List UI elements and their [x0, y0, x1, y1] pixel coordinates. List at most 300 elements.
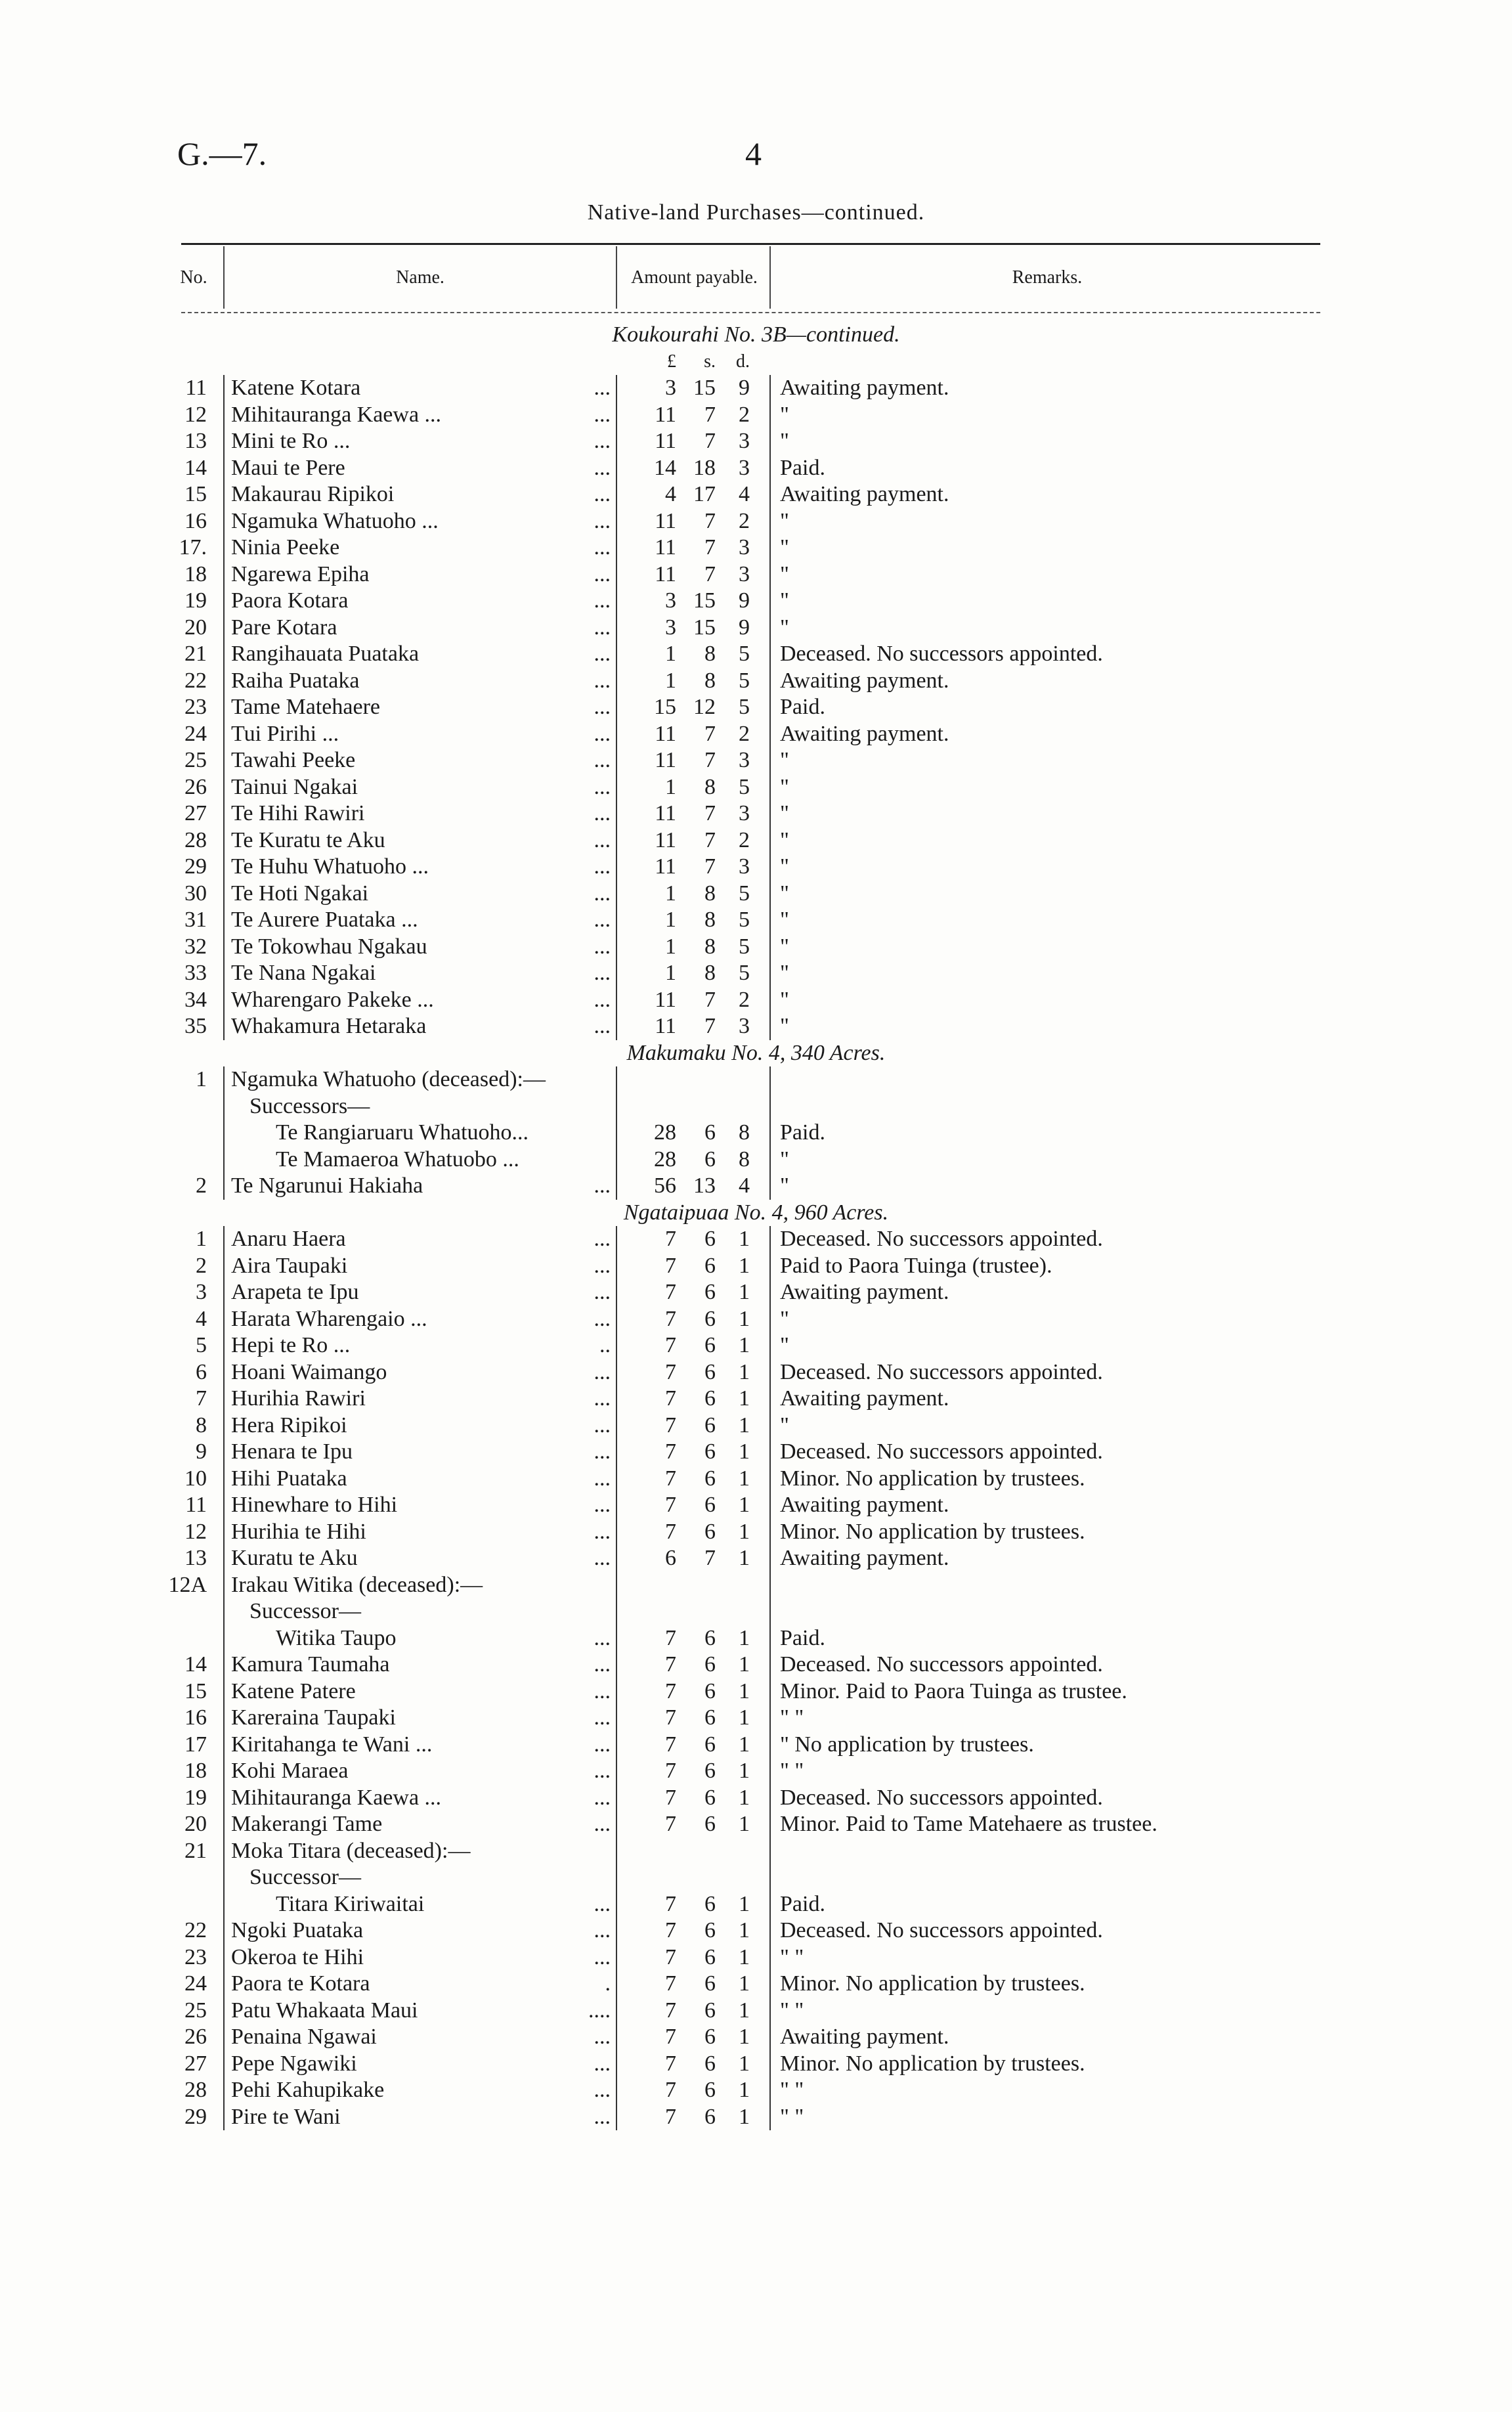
- leader-dots: ...: [594, 908, 611, 932]
- amount-pence: 5: [739, 668, 750, 693]
- amount-pence: 3: [739, 561, 750, 586]
- owner-name: Anaru Haera: [231, 1227, 346, 1251]
- amount-shillings: 7: [704, 508, 716, 533]
- column-rule: [769, 1466, 771, 1493]
- remarks-text: Deceased. No successors appointed.: [780, 1918, 1103, 1942]
- column-rule: [223, 615, 225, 642]
- column-rule: [223, 1811, 225, 1838]
- amount-shillings: 6: [704, 1971, 716, 1996]
- leader-dots: ...: [594, 615, 611, 640]
- table-row: [0, 1173, 1512, 1200]
- leader-dots: ...: [594, 2051, 611, 2076]
- column-rule: [769, 2024, 771, 2051]
- currency-units-row: [0, 349, 1512, 376]
- amount-pence: 5: [739, 961, 750, 985]
- column-rule: [223, 561, 225, 588]
- amount-pence: 5: [739, 774, 750, 799]
- table-row: [0, 455, 1512, 482]
- owner-name: Arapeta te Ipu: [231, 1280, 359, 1304]
- amount-pounds: 1: [665, 774, 676, 799]
- amount-pounds: 7: [665, 2104, 676, 2129]
- remarks-text: ": [780, 854, 789, 879]
- table-row: [0, 1492, 1512, 1519]
- column-rule: [769, 827, 771, 854]
- table-row: [0, 1279, 1512, 1306]
- leader-dots: ...: [594, 1705, 611, 1730]
- table-row: [0, 1678, 1512, 1705]
- amount-shillings: 7: [704, 827, 716, 852]
- remarks-text: ": [780, 535, 789, 559]
- row-number: 7: [196, 1386, 207, 1411]
- section-heading-row: [0, 1200, 1512, 1227]
- leader-dots: ...: [594, 1732, 611, 1757]
- column-rule: [769, 747, 771, 774]
- owner-name: Pepe Ngawiki: [231, 2051, 357, 2076]
- column-rule: [769, 1838, 771, 1865]
- column-header-name: Name.: [396, 267, 444, 288]
- amount-pence: 1: [739, 2104, 750, 2129]
- amount-shillings: 7: [704, 987, 716, 1012]
- owner-name: Kamura Taumaha: [231, 1652, 390, 1677]
- leader-dots: ...: [594, 1439, 611, 1464]
- unit-pence: d.: [736, 351, 750, 372]
- amount-pence: 4: [739, 1173, 750, 1198]
- column-rule: [223, 1918, 225, 1944]
- remarks-text: ": [780, 961, 789, 985]
- owner-name: Te Aurere Puataka ...: [231, 908, 418, 932]
- column-rule: [616, 1279, 617, 1306]
- amount-shillings: 8: [704, 668, 716, 693]
- table-row: [0, 1439, 1512, 1466]
- remarks-text: Paid to Paora Tuinga (trustee).: [780, 1253, 1052, 1278]
- column-rule: [223, 774, 225, 801]
- column-rule: [616, 428, 617, 455]
- column-rule: [769, 1732, 771, 1759]
- owner-name: Wharengaro Pakeke ...: [231, 987, 434, 1012]
- column-rule: [769, 1705, 771, 1732]
- table-row: [0, 1545, 1512, 1572]
- owner-name: Moka Titara (deceased):—: [231, 1838, 471, 1863]
- column-rule: [769, 694, 771, 721]
- table-row: [0, 747, 1512, 774]
- column-rule: [616, 747, 617, 774]
- column-rule: [616, 1838, 617, 1865]
- amount-shillings: 6: [704, 1918, 716, 1942]
- header-divider: [769, 246, 771, 309]
- leader-dots: ...: [594, 2104, 611, 2129]
- column-rule: [616, 1732, 617, 1759]
- column-rule: [223, 1013, 225, 1040]
- column-rule: [223, 1173, 225, 1200]
- column-rule: [769, 2051, 771, 2078]
- amount-pence: 5: [739, 695, 750, 719]
- owner-name: Te Rangiaruaru Whatuoho...: [276, 1120, 529, 1145]
- column-rule: [769, 1093, 771, 1120]
- remarks-text: ": [780, 508, 789, 533]
- remarks-text: ": [780, 1333, 789, 1357]
- column-header-no: No.: [180, 267, 207, 288]
- leader-dots: ...: [594, 1891, 611, 1916]
- table-row: [0, 508, 1512, 535]
- row-number: 16: [184, 508, 207, 533]
- amount-pounds: 7: [665, 1678, 676, 1703]
- amount-pence: 1: [739, 1306, 750, 1331]
- column-rule: [223, 960, 225, 987]
- row-number: 19: [184, 1785, 207, 1810]
- table-row: [0, 1359, 1512, 1386]
- column-rule: [616, 1120, 617, 1147]
- column-rule: [223, 1864, 225, 1891]
- table-row: [0, 1732, 1512, 1759]
- column-rule: [616, 1093, 617, 1120]
- amount-pounds: 7: [665, 1998, 676, 2023]
- table-row: [0, 1598, 1512, 1625]
- remarks-text: Awaiting payment.: [780, 668, 949, 693]
- column-rule: [769, 2077, 771, 2104]
- amount-pounds: 7: [665, 1519, 676, 1544]
- owner-name: Pire te Wani: [231, 2104, 341, 2129]
- amount-shillings: 6: [704, 1147, 716, 1172]
- amount-shillings: 6: [704, 1466, 716, 1491]
- amount-pence: 1: [739, 1413, 750, 1437]
- row-number: 23: [184, 695, 207, 719]
- owner-name: Te Kuratu te Aku: [231, 827, 385, 852]
- amount-shillings: 15: [693, 615, 716, 640]
- amount-pounds: 7: [665, 1732, 676, 1757]
- owner-name: Titara Kiriwaitai: [276, 1891, 425, 1916]
- amount-pounds: 15: [654, 695, 676, 719]
- row-number: 29: [184, 854, 207, 879]
- column-rule: [223, 827, 225, 854]
- table-row: [0, 1864, 1512, 1891]
- amount-pounds: 7: [665, 1227, 676, 1251]
- remarks-text: " ": [780, 1705, 804, 1730]
- amount-pounds: 7: [665, 2025, 676, 2049]
- column-rule: [223, 1492, 225, 1519]
- remarks-text: Awaiting payment.: [780, 1493, 949, 1517]
- remarks-text: ": [780, 774, 789, 799]
- amount-pence: 1: [739, 1333, 750, 1357]
- owner-name: Tui Pirihi ...: [231, 721, 339, 746]
- amount-pounds: 11: [655, 801, 676, 825]
- owner-name: Kuratu te Aku: [231, 1546, 358, 1570]
- column-rule: [769, 375, 771, 402]
- column-rule: [223, 1732, 225, 1759]
- column-rule: [616, 1359, 617, 1386]
- row-number: 26: [184, 2025, 207, 2049]
- table-row: [0, 960, 1512, 987]
- table-row: [0, 854, 1512, 881]
- column-rule: [223, 1466, 225, 1493]
- column-rule: [769, 1678, 771, 1705]
- row-number: 26: [184, 774, 207, 799]
- column-rule: [616, 1253, 617, 1280]
- column-rule: [616, 1572, 617, 1599]
- remarks-text: Minor. No application by trustees.: [780, 1466, 1085, 1491]
- row-number: 34: [184, 987, 207, 1012]
- column-rule: [223, 854, 225, 881]
- owner-name: Te Hoti Ngakai: [231, 881, 369, 906]
- section-heading: Makumaku No. 4, 340 Acres.: [626, 1040, 886, 1065]
- row-number: 35: [184, 1014, 207, 1038]
- amount-pence: 1: [739, 1280, 750, 1304]
- amount-pence: 5: [739, 908, 750, 932]
- column-rule: [616, 1678, 617, 1705]
- column-rule: [769, 615, 771, 642]
- row-number: 22: [184, 668, 207, 693]
- row-number: 19: [184, 588, 207, 613]
- remarks-text: ": [780, 881, 789, 906]
- column-rule: [769, 1306, 771, 1333]
- column-rule: [769, 402, 771, 429]
- amount-pounds: 14: [654, 455, 676, 480]
- table-row: [0, 1013, 1512, 1040]
- column-rule: [616, 1652, 617, 1678]
- table-row: [0, 1891, 1512, 1918]
- section-heading: Koukourahi No. 3B—continued.: [612, 322, 900, 347]
- column-rule: [769, 641, 771, 668]
- amount-pence: 1: [739, 1732, 750, 1757]
- remarks-text: " ": [780, 1998, 804, 2023]
- amount-pence: 1: [739, 1625, 750, 1650]
- owner-name: Patu Whakaata Maui: [231, 1998, 418, 2023]
- row-number: 25: [184, 748, 207, 772]
- amount-pounds: 7: [665, 1333, 676, 1357]
- table-row: [0, 800, 1512, 827]
- remarks-text: Awaiting payment.: [780, 1280, 949, 1304]
- amount-pence: 1: [739, 1971, 750, 1996]
- owner-name: Aira Taupaki: [231, 1253, 348, 1278]
- amount-pounds: 7: [665, 1812, 676, 1836]
- column-rule: [616, 1891, 617, 1918]
- row-number: 15: [184, 482, 207, 506]
- section-heading-row: [0, 1040, 1512, 1067]
- column-rule: [223, 1998, 225, 2025]
- amount-pence: 1: [739, 1359, 750, 1384]
- column-rule: [223, 1705, 225, 1732]
- column-rule: [223, 1439, 225, 1466]
- column-rule: [769, 1598, 771, 1625]
- table-row: [0, 934, 1512, 961]
- table-row: [0, 1306, 1512, 1333]
- document-reference: G.—7.: [177, 135, 267, 172]
- column-rule: [769, 561, 771, 588]
- column-rule: [616, 535, 617, 561]
- table-row: [0, 1625, 1512, 1652]
- amount-shillings: 6: [704, 1759, 716, 1783]
- amount-pounds: 11: [655, 429, 676, 453]
- remarks-text: Awaiting payment.: [780, 482, 949, 506]
- column-rule: [616, 1918, 617, 1944]
- owner-name: Te Ngarunui Hakiaha: [231, 1173, 423, 1198]
- amount-pounds: 7: [665, 1652, 676, 1677]
- column-rule: [223, 987, 225, 1014]
- table-row: [0, 1120, 1512, 1147]
- column-rule: [223, 402, 225, 429]
- column-rule: [616, 2051, 617, 2078]
- owner-name: Tawahi Peeke: [231, 748, 356, 772]
- column-rule: [616, 1625, 617, 1652]
- amount-pounds: 11: [655, 508, 676, 533]
- column-rule: [616, 1413, 617, 1439]
- leader-dots: ...: [594, 1944, 611, 1969]
- column-rule: [769, 1359, 771, 1386]
- column-rule: [769, 774, 771, 801]
- column-rule: [616, 1226, 617, 1253]
- owner-name: Tame Matehaere: [231, 695, 380, 719]
- owner-name: Hoani Waimango: [231, 1359, 387, 1384]
- leader-dots: ...: [594, 455, 611, 480]
- table-row: [0, 561, 1512, 588]
- leader-dots: ...: [594, 1280, 611, 1304]
- amount-pounds: 11: [655, 402, 676, 427]
- column-rule: [616, 2024, 617, 2051]
- remarks-text: Deceased. No successors appointed.: [780, 1227, 1103, 1251]
- amount-pounds: 1: [665, 934, 676, 959]
- leader-dots: ...: [594, 2078, 611, 2102]
- column-rule: [223, 1625, 225, 1652]
- owner-name: Kareraina Taupaki: [231, 1705, 396, 1730]
- amount-shillings: 7: [704, 801, 716, 825]
- table-row: [0, 1838, 1512, 1865]
- column-rule: [616, 1971, 617, 1998]
- amount-shillings: 6: [704, 1413, 716, 1437]
- column-rule: [223, 2077, 225, 2104]
- column-rule: [616, 960, 617, 987]
- column-rule: [616, 1598, 617, 1625]
- amount-shillings: 7: [704, 721, 716, 746]
- remarks-text: " ": [780, 2104, 804, 2129]
- column-rule: [769, 1120, 771, 1147]
- column-rule: [223, 1332, 225, 1359]
- remarks-text: Minor. No application by trustees.: [780, 2051, 1085, 2076]
- column-rule: [616, 827, 617, 854]
- column-rule: [223, 1306, 225, 1333]
- amount-shillings: 6: [704, 1386, 716, 1411]
- leader-dots: ...: [594, 2025, 611, 2049]
- leader-dots: ...: [594, 535, 611, 559]
- amount-pence: 3: [739, 429, 750, 453]
- column-rule: [769, 455, 771, 482]
- table-row: [0, 694, 1512, 721]
- amount-pounds: 7: [665, 1705, 676, 1730]
- remarks-text: ": [780, 1147, 789, 1172]
- amount-pence: 5: [739, 881, 750, 906]
- remarks-text: Awaiting payment.: [780, 721, 949, 746]
- column-rule: [223, 1279, 225, 1306]
- column-rule: [769, 1519, 771, 1546]
- column-rule: [616, 561, 617, 588]
- table-row: [0, 881, 1512, 908]
- column-rule: [223, 1226, 225, 1253]
- column-rule: [769, 481, 771, 508]
- row-number: 27: [184, 2051, 207, 2076]
- amount-pence: 1: [739, 1678, 750, 1703]
- column-rule: [769, 1811, 771, 1838]
- table-row: [0, 1466, 1512, 1493]
- leader-dots: ...: [594, 1359, 611, 1384]
- page-title: Native-land Purchases—continued.: [587, 200, 925, 225]
- column-header-amount: Amount payable.: [631, 267, 758, 288]
- leader-dots: ...: [594, 482, 611, 506]
- amount-pounds: 7: [665, 1280, 676, 1304]
- leader-dots: ...: [594, 748, 611, 772]
- column-rule: [223, 721, 225, 748]
- section-heading-row: [0, 322, 1512, 349]
- amount-pence: 2: [739, 721, 750, 746]
- remarks-text: Minor. No application by trustees.: [780, 1519, 1085, 1544]
- amount-pence: 2: [739, 508, 750, 533]
- leader-dots: ...: [594, 1306, 611, 1331]
- amount-shillings: 6: [704, 1998, 716, 2023]
- amount-pence: 1: [739, 1759, 750, 1783]
- table-row: [0, 1226, 1512, 1253]
- column-rule: [223, 428, 225, 455]
- owner-name: Makerangi Tame: [231, 1812, 383, 1836]
- owner-name: Te Tokowhau Ngakau: [231, 934, 427, 959]
- column-rule: [616, 1545, 617, 1572]
- column-rule: [223, 375, 225, 402]
- column-rule: [616, 934, 617, 961]
- column-rule: [223, 1785, 225, 1812]
- row-number: 14: [184, 1652, 207, 1677]
- amount-pence: 1: [739, 1253, 750, 1278]
- column-rule: [769, 1386, 771, 1413]
- column-rule: [616, 588, 617, 615]
- row-number: 17: [184, 1732, 207, 1757]
- owner-name: Te Hihi Rawiri: [231, 801, 365, 825]
- owner-name: Te Mamaeroa Whatuobo ...: [276, 1147, 519, 1172]
- owner-name: Kohi Maraea: [231, 1759, 349, 1783]
- owner-name: Hera Ripikoi: [231, 1413, 347, 1437]
- table-row: [0, 1785, 1512, 1812]
- unit-shillings: s.: [704, 351, 716, 372]
- column-header-remarks: Remarks.: [1012, 267, 1083, 288]
- row-number: 32: [184, 934, 207, 959]
- row-number: 15: [184, 1678, 207, 1703]
- owner-name: Mini te Ro ...: [231, 429, 351, 453]
- amount-pence: 1: [739, 2025, 750, 2049]
- column-rule: [769, 800, 771, 827]
- column-rule: [616, 668, 617, 695]
- table-row: [0, 535, 1512, 561]
- amount-pounds: 11: [655, 987, 676, 1012]
- leader-dots: .: [605, 1971, 611, 1996]
- leader-dots: ...: [594, 1253, 611, 1278]
- column-rule: [223, 907, 225, 934]
- owner-name: Hurihia Rawiri: [231, 1386, 366, 1411]
- amount-pence: 1: [739, 1944, 750, 1969]
- amount-shillings: 6: [704, 1519, 716, 1544]
- column-rule: [769, 960, 771, 987]
- amount-shillings: 15: [693, 376, 716, 400]
- row-number: 12A: [168, 1572, 207, 1597]
- column-rule: [769, 1066, 771, 1093]
- amount-shillings: 15: [693, 588, 716, 613]
- table-row: [0, 827, 1512, 854]
- remarks-text: Minor. No application by trustees.: [780, 1971, 1085, 1996]
- amount-pounds: 11: [655, 1014, 676, 1038]
- table-row: [0, 1332, 1512, 1359]
- row-number: 18: [184, 1759, 207, 1783]
- amount-shillings: 6: [704, 1625, 716, 1650]
- leader-dots: ...: [594, 695, 611, 719]
- row-number: 16: [184, 1705, 207, 1730]
- table-row: [0, 1386, 1512, 1413]
- row-number: 13: [184, 1546, 207, 1570]
- column-rule: [769, 1492, 771, 1519]
- row-number: 33: [184, 961, 207, 985]
